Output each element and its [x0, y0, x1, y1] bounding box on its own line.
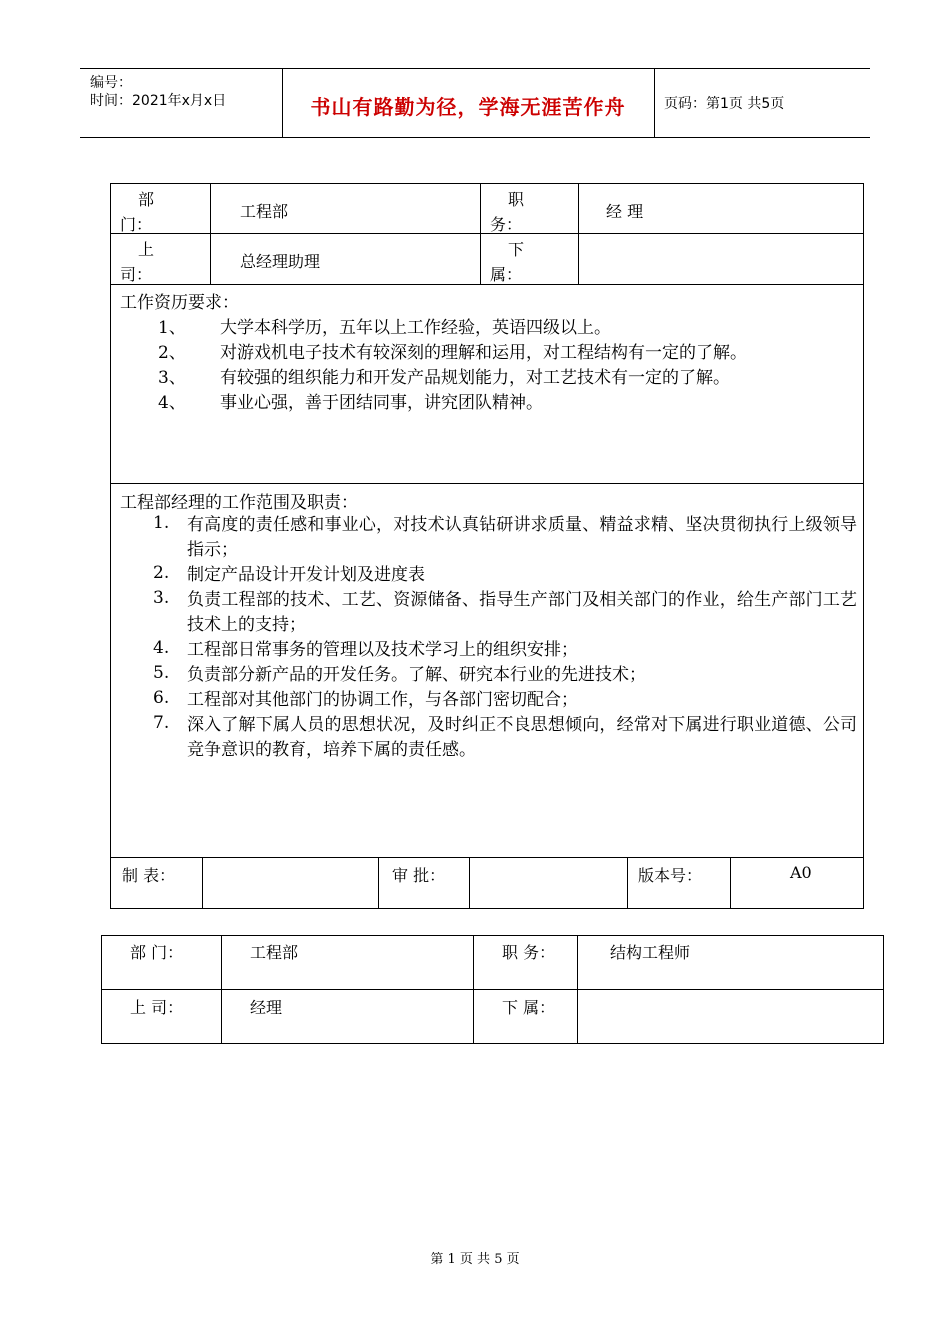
position-value: 经 理	[606, 202, 644, 221]
department-label: 部	[138, 190, 155, 209]
requirement-number: 1、	[158, 318, 186, 338]
maker-label: 制 表：	[122, 866, 176, 885]
requirement-text: 事业心强，善于团结同事，讲究团队精神。	[220, 393, 543, 413]
duty-text: 负责工程部的技术、工艺、资源储备、指导生产部门及相关部门的作业，给生产部门工艺技术上的支持；	[187, 590, 857, 635]
requirement-text: 大学本科学历，五年以上工作经验，英语四级以上。	[220, 318, 611, 338]
duty-text: 有高度的责任感和事业心，对技术认真钻研讲求质量、精益求精、坚决贯彻执行上级领导指示；	[187, 515, 857, 560]
position-value: 结构工程师	[610, 943, 691, 962]
header-page-label: 页码：第1页 共5页	[664, 96, 785, 112]
subordinate-label: 下 属：	[502, 998, 556, 1017]
department-value: 工程部	[240, 202, 289, 221]
table-rule	[577, 935, 578, 1044]
duty-text: 工程部对其他部门的协调工作，与各部门密切配合；	[187, 690, 578, 710]
table-border	[101, 1043, 884, 1044]
duties-title: 工程部经理的工作范围及职责：	[120, 493, 358, 513]
duty-number: 2.	[153, 563, 170, 583]
duty-number: 5.	[153, 663, 170, 683]
department-label: 部 门：	[130, 943, 184, 962]
requirement-text: 有较强的组织能力和开发产品规划能力，对工艺技术有一定的了解。	[220, 368, 730, 388]
position-label: 职 务：	[502, 943, 556, 962]
table-border	[101, 935, 102, 1044]
position-label: 职	[508, 190, 525, 209]
version-label: 版本号：	[638, 866, 703, 885]
requirement-number: 3、	[158, 368, 186, 388]
subordinate-label: 下	[508, 240, 525, 259]
document-time-label: 时间：2021年x月x日	[90, 93, 227, 109]
duty-text: 制定产品设计开发计划及进度表	[187, 565, 425, 585]
version-value: A0	[790, 863, 812, 882]
table-rule	[101, 989, 884, 990]
department-label: 门：	[120, 215, 153, 234]
duty-text: 工程部日常事务的管理以及技术学习上的组织安排；	[187, 640, 578, 660]
document-number-label: 编号：	[90, 75, 132, 91]
requirements-title: 工作资历要求：	[120, 293, 239, 313]
table-border	[883, 935, 884, 1044]
duty-number: 7.	[153, 713, 170, 733]
supervisor-label: 上 司：	[130, 998, 184, 1017]
table-border	[101, 935, 884, 936]
requirement-text: 对游戏机电子技术有较深刻的理解和运用，对工程结构有一定的了解。	[220, 343, 747, 363]
header-motto: 书山有路勤为径，学海无涯苦作舟	[310, 95, 626, 119]
supervisor-label: 司：	[120, 265, 153, 284]
duty-number: 6.	[153, 688, 170, 708]
supervisor-label: 上	[138, 240, 155, 259]
subordinate-label: 属：	[490, 265, 523, 284]
table-rule	[473, 935, 474, 1044]
requirement-number: 4、	[158, 393, 186, 413]
duty-text: 深入了解下属人员的思想状况，及时纠正不良思想倾向，经常对下属进行职业道德、公司竞争意识的教育，培养下属的责任感。	[187, 715, 857, 760]
duty-number: 3.	[153, 588, 170, 608]
department-value: 工程部	[250, 943, 299, 962]
supervisor-value: 经理	[250, 998, 283, 1017]
position-label: 务：	[490, 215, 523, 234]
table-rule	[221, 935, 222, 1044]
duty-text: 负责部分新产品的开发任务。了解、研究本行业的先进技术；	[187, 665, 646, 685]
requirement-number: 2、	[158, 343, 186, 363]
page-footer: 第 1 页 共 5 页	[430, 1252, 520, 1267]
approver-label: 审 批：	[392, 866, 446, 885]
duty-number: 4.	[153, 638, 170, 658]
supervisor-value: 总经理助理	[240, 252, 321, 271]
duty-number: 1.	[153, 513, 170, 533]
